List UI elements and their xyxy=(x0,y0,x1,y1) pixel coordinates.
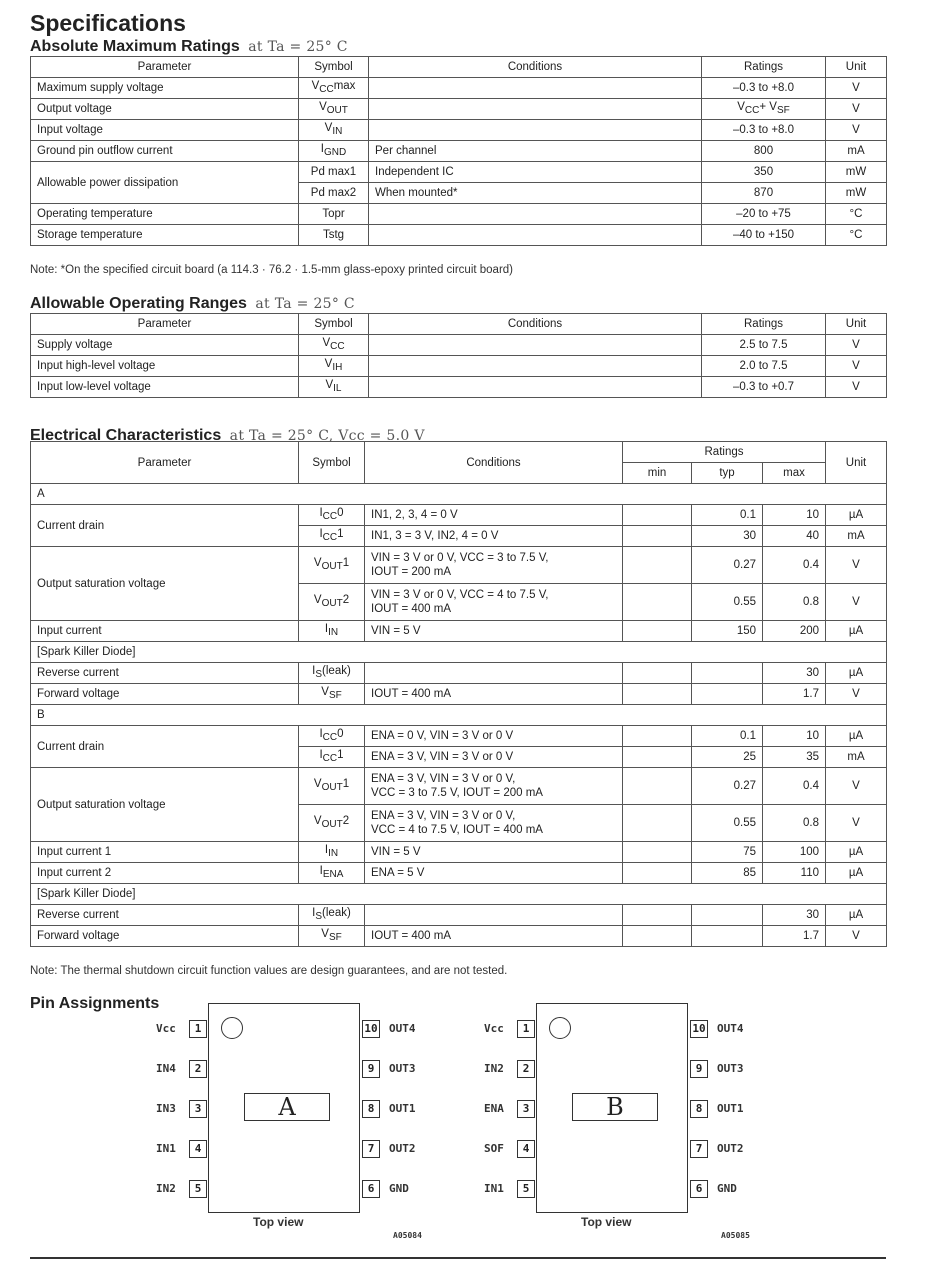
symbol: Pd max1 xyxy=(299,162,369,183)
unit: mW xyxy=(826,183,887,204)
pin1-marker-icon xyxy=(549,1017,571,1039)
parameter: Input current 2 xyxy=(31,863,299,884)
header-unit: Unit xyxy=(826,442,887,484)
symbol: $V_{IH}$ xyxy=(299,356,369,377)
table-row xyxy=(31,842,887,863)
condition: Per channel xyxy=(369,141,702,162)
header-symbol: Symbol xyxy=(299,57,369,78)
parameter: Forward voltage xyxy=(31,926,299,947)
ec-note: Note: The thermal shutdown circuit function values are design guarantees, and are not tested. xyxy=(30,965,508,977)
parameter: Input high-level voltage xyxy=(31,356,299,377)
condition: ENA = 3 V, VIN = 3 V or 0 V, VCC = 4 to 7.5 V, IOUT = 400 mA xyxy=(365,805,623,842)
unit: mA xyxy=(826,526,887,547)
pin-number: 4 xyxy=(517,1140,535,1158)
symbol: Topr xyxy=(299,204,369,225)
typ: 75 xyxy=(692,842,763,863)
symbol: $I_{CC}0$ xyxy=(299,726,365,747)
amr-condition: at Ta = 25° C xyxy=(248,39,348,55)
pin-number: 8 xyxy=(362,1100,380,1118)
unit: V xyxy=(826,78,887,99)
pins-title: Pin Assignments xyxy=(30,995,160,1012)
condition: ENA = 3 V, VIN = 3 V or 0 V xyxy=(365,747,623,768)
parameter: Maximum supply voltage xyxy=(31,78,299,99)
pin-number: 1 xyxy=(189,1020,207,1038)
pin-number: 2 xyxy=(189,1060,207,1078)
typ: 85 xyxy=(692,863,763,884)
condition xyxy=(369,204,702,225)
pin-name: OUT2 xyxy=(717,1142,744,1155)
max: 10 xyxy=(763,726,826,747)
max: 0.8 xyxy=(763,584,826,621)
table-header-row xyxy=(31,314,887,335)
table-row xyxy=(31,78,887,99)
max: 1.7 xyxy=(763,926,826,947)
symbol: $V_{CC}$ xyxy=(299,335,369,356)
table-row xyxy=(31,926,887,947)
max: 0.8 xyxy=(763,805,826,842)
header-ratings: Ratings xyxy=(623,442,826,463)
typ xyxy=(692,926,763,947)
header-conditions: Conditions xyxy=(365,442,623,484)
header-parameter: Parameter xyxy=(31,314,299,335)
pin-number: 5 xyxy=(517,1180,535,1198)
typ xyxy=(692,905,763,926)
condition: VIN = 3 V or 0 V, VCC = 4 to 7.5 V, IOUT = 400 mA xyxy=(365,584,623,621)
min xyxy=(623,547,692,584)
table-header-row xyxy=(31,442,887,463)
unit: °C xyxy=(826,225,887,246)
unit: V xyxy=(826,547,887,584)
min xyxy=(623,863,692,884)
symbol: $I_{GND}$ xyxy=(299,141,369,162)
condition xyxy=(369,120,702,141)
condition: ENA = 0 V, VIN = 3 V or 0 V xyxy=(365,726,623,747)
unit: µA xyxy=(826,726,887,747)
table-row xyxy=(31,905,887,926)
rating: 350 xyxy=(702,162,826,183)
pin-number: 8 xyxy=(690,1100,708,1118)
typ: 0.1 xyxy=(692,505,763,526)
unit: mW xyxy=(826,162,887,183)
condition: VIN = 5 V xyxy=(365,842,623,863)
min xyxy=(623,663,692,684)
parameter: Input current 1 xyxy=(31,842,299,863)
typ: 0.27 xyxy=(692,547,763,584)
min xyxy=(623,926,692,947)
table-row xyxy=(31,99,887,120)
parameter: Input current xyxy=(31,621,299,642)
header-ratings: Ratings xyxy=(702,314,826,335)
max: 0.4 xyxy=(763,768,826,805)
parameter: Output voltage xyxy=(31,99,299,120)
header-symbol: Symbol xyxy=(299,314,369,335)
unit: µA xyxy=(826,863,887,884)
header-unit: Unit xyxy=(826,314,887,335)
symbol: $V_{IN}$ xyxy=(299,120,369,141)
min xyxy=(623,505,692,526)
table-row xyxy=(31,141,887,162)
condition xyxy=(365,663,623,684)
rating: –0.3 to +8.0 xyxy=(702,78,826,99)
condition xyxy=(369,356,702,377)
max: 30 xyxy=(763,663,826,684)
header-ratings: Ratings xyxy=(702,57,826,78)
table-header-row xyxy=(31,57,887,78)
header-symbol: Symbol xyxy=(299,442,365,484)
pin-name: OUT1 xyxy=(389,1102,416,1115)
min xyxy=(623,768,692,805)
pin-name: OUT4 xyxy=(717,1022,744,1035)
figure-code: A05085 xyxy=(721,1231,750,1240)
symbol: $V_{IL}$ xyxy=(299,377,369,398)
pin-name: OUT1 xyxy=(717,1102,744,1115)
section-label-b: B xyxy=(31,705,887,726)
min xyxy=(623,684,692,705)
table-row xyxy=(31,505,887,526)
symbol: $I_{CC}0$ xyxy=(299,505,365,526)
figure-code: A05084 xyxy=(393,1231,422,1240)
pin-number: 6 xyxy=(362,1180,380,1198)
pin-diagram-a xyxy=(156,1003,456,1243)
aor-title xyxy=(30,295,355,313)
parameter: Ground pin outflow current xyxy=(31,141,299,162)
symbol: $I_{CC}1$ xyxy=(299,526,365,547)
symbol: $V_{OUT}$ xyxy=(299,99,369,120)
condition xyxy=(369,225,702,246)
table-row xyxy=(31,768,887,805)
header-conditions: Conditions xyxy=(369,314,702,335)
pin-name: OUT2 xyxy=(389,1142,416,1155)
pin-number: 9 xyxy=(362,1060,380,1078)
rating: 2.0 to 7.5 xyxy=(702,356,826,377)
table-row xyxy=(31,356,887,377)
pin-number: 1 xyxy=(517,1020,535,1038)
symbol: $I_S(leak)$ xyxy=(299,663,365,684)
chip-body xyxy=(536,1003,688,1213)
unit: V xyxy=(826,926,887,947)
rating: 870 xyxy=(702,183,826,204)
rating: $V_{CC}+ V_{SF}$ xyxy=(702,99,826,120)
pin-name: IN2 xyxy=(156,1182,176,1195)
typ xyxy=(692,684,763,705)
max: 40 xyxy=(763,526,826,547)
section-row xyxy=(31,884,887,905)
unit: V xyxy=(826,377,887,398)
condition: VIN = 3 V or 0 V, VCC = 3 to 7.5 V, IOUT = 200 mA xyxy=(365,547,623,584)
min xyxy=(623,621,692,642)
condition xyxy=(369,335,702,356)
section-row xyxy=(31,705,887,726)
min xyxy=(623,726,692,747)
spark-killer-label: [Spark Killer Diode] xyxy=(31,884,887,905)
typ: 0.1 xyxy=(692,726,763,747)
ec-heading: Electrical Characteristics xyxy=(30,427,222,444)
min xyxy=(623,842,692,863)
max: 1.7 xyxy=(763,684,826,705)
unit: °C xyxy=(826,204,887,225)
unit: V xyxy=(826,684,887,705)
typ: 0.27 xyxy=(692,768,763,805)
symbol: $V_{CC}\max$ xyxy=(299,78,369,99)
rating: –0.3 to +0.7 xyxy=(702,377,826,398)
header-max: max xyxy=(763,463,826,484)
unit: V xyxy=(826,120,887,141)
section-label-a: A xyxy=(31,484,887,505)
aor-table xyxy=(30,313,887,398)
parameter: Current drain xyxy=(31,505,299,547)
header-conditions: Conditions xyxy=(369,57,702,78)
symbol: $I_{IN}$ xyxy=(299,842,365,863)
aor-heading: Allowable Operating Ranges xyxy=(30,295,247,312)
table-row xyxy=(31,684,887,705)
pin-name: IN4 xyxy=(156,1062,176,1075)
table-row xyxy=(31,621,887,642)
condition xyxy=(369,99,702,120)
condition: IN1, 3 = 3 V, IN2, 4 = 0 V xyxy=(365,526,623,547)
rating: 800 xyxy=(702,141,826,162)
parameter: Reverse current xyxy=(31,663,299,684)
rating: –0.3 to +8.0 xyxy=(702,120,826,141)
symbol: $V_{OUT}1$ xyxy=(299,547,365,584)
section-row xyxy=(31,484,887,505)
pin-number: 10 xyxy=(362,1020,380,1038)
unit: V xyxy=(826,584,887,621)
parameter: Storage temperature xyxy=(31,225,299,246)
rating: –40 to +150 xyxy=(702,225,826,246)
pin-name: ENA xyxy=(484,1102,504,1115)
min xyxy=(623,905,692,926)
table-row xyxy=(31,120,887,141)
max: 100 xyxy=(763,842,826,863)
condition: IOUT = 400 mA xyxy=(365,684,623,705)
parameter: Current drain xyxy=(31,726,299,768)
symbol: $V_{SF}$ xyxy=(299,684,365,705)
symbol: $V_{OUT}1$ xyxy=(299,768,365,805)
symbol: Tstg xyxy=(299,225,369,246)
max: 200 xyxy=(763,621,826,642)
symbol: $I_{CC}1$ xyxy=(299,747,365,768)
typ: 0.55 xyxy=(692,584,763,621)
pin-number: 3 xyxy=(517,1100,535,1118)
condition: ENA = 5 V xyxy=(365,863,623,884)
pin-name: OUT4 xyxy=(389,1022,416,1035)
parameter: Operating temperature xyxy=(31,204,299,225)
parameter: Allowable power dissipation xyxy=(31,162,299,204)
pin-name: SOF xyxy=(484,1142,504,1155)
condition: ENA = 3 V, VIN = 3 V or 0 V, VCC = 3 to 7.5 V, IOUT = 200 mA xyxy=(365,768,623,805)
max: 10 xyxy=(763,505,826,526)
pin-diagram-b xyxy=(484,1003,784,1243)
unit: µA xyxy=(826,621,887,642)
amr-note: Note: *On the specified circuit board (a 114.3 · 76.2 · 1.5-mm glass-epoxy printed circuit board) xyxy=(30,264,514,276)
max: 35 xyxy=(763,747,826,768)
pin-number: 7 xyxy=(690,1140,708,1158)
parameter: Output saturation voltage xyxy=(31,547,299,621)
typ: 0.55 xyxy=(692,805,763,842)
table-row xyxy=(31,547,887,584)
typ: 30 xyxy=(692,526,763,547)
pin1-marker-icon xyxy=(221,1017,243,1039)
rating: 2.5 to 7.5 xyxy=(702,335,826,356)
typ: 25 xyxy=(692,747,763,768)
top-view-caption: Top view xyxy=(581,1215,632,1229)
spark-killer-label: [Spark Killer Diode] xyxy=(31,642,887,663)
chip-body xyxy=(208,1003,360,1213)
parameter: Reverse current xyxy=(31,905,299,926)
ec-table xyxy=(30,441,887,947)
unit: V xyxy=(826,356,887,377)
pin-number: 5 xyxy=(189,1180,207,1198)
min xyxy=(623,747,692,768)
symbol: $I_S(leak)$ xyxy=(299,905,365,926)
header-typ: typ xyxy=(692,463,763,484)
condition: Independent IC xyxy=(369,162,702,183)
condition: When mounted* xyxy=(369,183,702,204)
unit: µA xyxy=(826,905,887,926)
unit: V xyxy=(826,335,887,356)
symbol: $I_{IN}$ xyxy=(299,621,365,642)
pin-number: 2 xyxy=(517,1060,535,1078)
parameter: Supply voltage xyxy=(31,335,299,356)
min xyxy=(623,526,692,547)
chip-label: B xyxy=(572,1093,658,1121)
pin-name: IN3 xyxy=(156,1102,176,1115)
pin-name: GND xyxy=(717,1182,737,1195)
parameter: Output saturation voltage xyxy=(31,768,299,842)
header-unit: Unit xyxy=(826,57,887,78)
pin-number: 4 xyxy=(189,1140,207,1158)
table-row xyxy=(31,663,887,684)
amr-title xyxy=(30,38,348,56)
header-parameter: Parameter xyxy=(31,442,299,484)
symbol: $I_{ENA}$ xyxy=(299,863,365,884)
min xyxy=(623,584,692,621)
pin-name: Vcc xyxy=(484,1022,504,1035)
table-row xyxy=(31,377,887,398)
ec-condition: at Ta = 25° C, Vcc = 5.0 V xyxy=(229,428,425,444)
table-row xyxy=(31,225,887,246)
unit: µA xyxy=(826,842,887,863)
condition xyxy=(369,377,702,398)
pin-name: IN2 xyxy=(484,1062,504,1075)
max: 0.4 xyxy=(763,547,826,584)
typ: 150 xyxy=(692,621,763,642)
unit: µA xyxy=(826,505,887,526)
condition xyxy=(369,78,702,99)
pin-name: GND xyxy=(389,1182,409,1195)
table-row xyxy=(31,726,887,747)
symbol: $V_{SF}$ xyxy=(299,926,365,947)
aor-condition: at Ta = 25° C xyxy=(255,296,355,312)
pin-name: IN1 xyxy=(484,1182,504,1195)
bottom-divider xyxy=(30,1257,886,1259)
unit: µA xyxy=(826,663,887,684)
condition: IOUT = 400 mA xyxy=(365,926,623,947)
unit: V xyxy=(826,768,887,805)
pin-number: 6 xyxy=(690,1180,708,1198)
amr-heading: Absolute Maximum Ratings xyxy=(30,38,240,55)
table-row xyxy=(31,335,887,356)
pin-name: OUT3 xyxy=(389,1062,416,1075)
table-row xyxy=(31,204,887,225)
symbol: $V_{OUT}2$ xyxy=(299,584,365,621)
amr-table xyxy=(30,56,887,246)
max: 30 xyxy=(763,905,826,926)
unit: V xyxy=(826,805,887,842)
parameter: Input low-level voltage xyxy=(31,377,299,398)
pin-name: Vcc xyxy=(156,1022,176,1035)
condition xyxy=(365,905,623,926)
chip-label: A xyxy=(244,1093,330,1121)
unit: mA xyxy=(826,141,887,162)
pin-number: 3 xyxy=(189,1100,207,1118)
symbol: Pd max2 xyxy=(299,183,369,204)
pin-number: 7 xyxy=(362,1140,380,1158)
header-parameter: Parameter xyxy=(31,57,299,78)
max: 110 xyxy=(763,863,826,884)
parameter: Input voltage xyxy=(31,120,299,141)
page-title: Specifications xyxy=(30,10,186,36)
rating: –20 to +75 xyxy=(702,204,826,225)
symbol: $V_{OUT}2$ xyxy=(299,805,365,842)
parameter: Forward voltage xyxy=(31,684,299,705)
table-row xyxy=(31,863,887,884)
unit: V xyxy=(826,99,887,120)
pin-name: IN1 xyxy=(156,1142,176,1155)
typ xyxy=(692,663,763,684)
unit: mA xyxy=(826,747,887,768)
min xyxy=(623,805,692,842)
condition: IN1, 2, 3, 4 = 0 V xyxy=(365,505,623,526)
section-row xyxy=(31,642,887,663)
pin-number: 9 xyxy=(690,1060,708,1078)
header-min: min xyxy=(623,463,692,484)
pin-name: OUT3 xyxy=(717,1062,744,1075)
top-view-caption: Top view xyxy=(253,1215,304,1229)
pin-number: 10 xyxy=(690,1020,708,1038)
table-row xyxy=(31,162,887,183)
condition: VIN = 5 V xyxy=(365,621,623,642)
